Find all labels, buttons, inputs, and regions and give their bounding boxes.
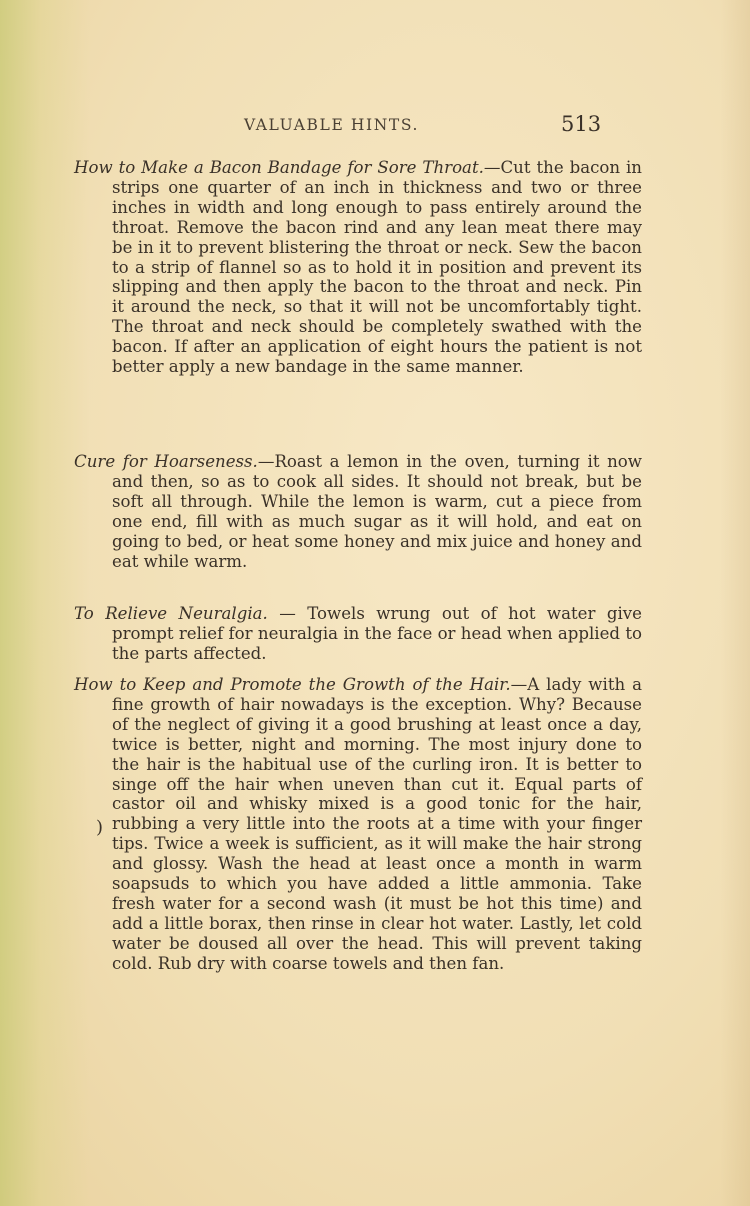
page-edge-shadow (720, 0, 750, 1206)
hint-body: —Cut the bacon in strips one quarter of an inch in thickness and two or three inches in width and long enough to pass entirely around the throat. Remove the bacon rind and any lean meat there may be in it to prevent blistering the throat or neck. Sew the bacon to a strip of flannel so as to hold it in position and prevent its slipping and then apply the bacon to the throat and neck. Pin it around the neck, so that it will not be uncomfortably tight. The throat and neck should be completely swathed with the bacon. If after an application of eight hours the patient is not better apply a new bandage in the same manner. (112, 158, 642, 377)
hint-heading: How to Make a Bacon Bandage for Sore Throat. (74, 158, 484, 177)
hint-heading: How to Keep and Promote the Growth of the Hair. (74, 675, 511, 694)
hint-hoarseness (74, 452, 642, 571)
margin-mark: ) (96, 817, 104, 838)
hint-hair-growth (74, 675, 642, 974)
hint-body: —A lady with a fine growth of hair nowadays is the exception. Why? Because of the neglect of giving it a good brushing at least once a day, twice is better, night and morning. The most injury done to the hair is the habitual use of the curling iron. It is better to singe off the hair when uneven than cut it. Equal parts of castor oil and whisky mixed is a good tonic for the hair, rubbing a very little into the roots at a time with your finger tips. Twice a week is sufficient, as it will make the hair strong and glossy. Wash the head at least once a month in warm soapsuds to which you have added a little ammonia. Take fresh water for a second wash (it must be hot this time) and add a little borax, then rinse in clear hot water. Lastly, let cold water be doused all over the head. This will prevent taking cold. Rub dry with coarse towels and then fan. (112, 675, 642, 973)
running-head (0, 112, 750, 142)
running-head-title: VALUABLE HINTS. (244, 116, 420, 134)
page-number: 513 (561, 112, 602, 136)
hint-bacon-bandage (74, 158, 642, 377)
hint-heading: Cure for Hoarseness. (74, 452, 258, 471)
hint-neuralgia (74, 604, 642, 664)
hint-heading: To Relieve Neuralgia. (74, 604, 268, 623)
hint-body: — Towels wrung out of hot water give prompt relief for neuralgia in the face or head when applied to the parts affected. (112, 604, 642, 663)
hint-body: —Roast a lemon in the oven, turning it now and then, so as to cook all sides. It should not break, but be soft all through. While the lemon is warm, cut a piece from one end, fill with as much sugar as it will hold, and eat on going to bed, or heat some honey and mix juice and honey and eat while warm. (112, 452, 642, 571)
